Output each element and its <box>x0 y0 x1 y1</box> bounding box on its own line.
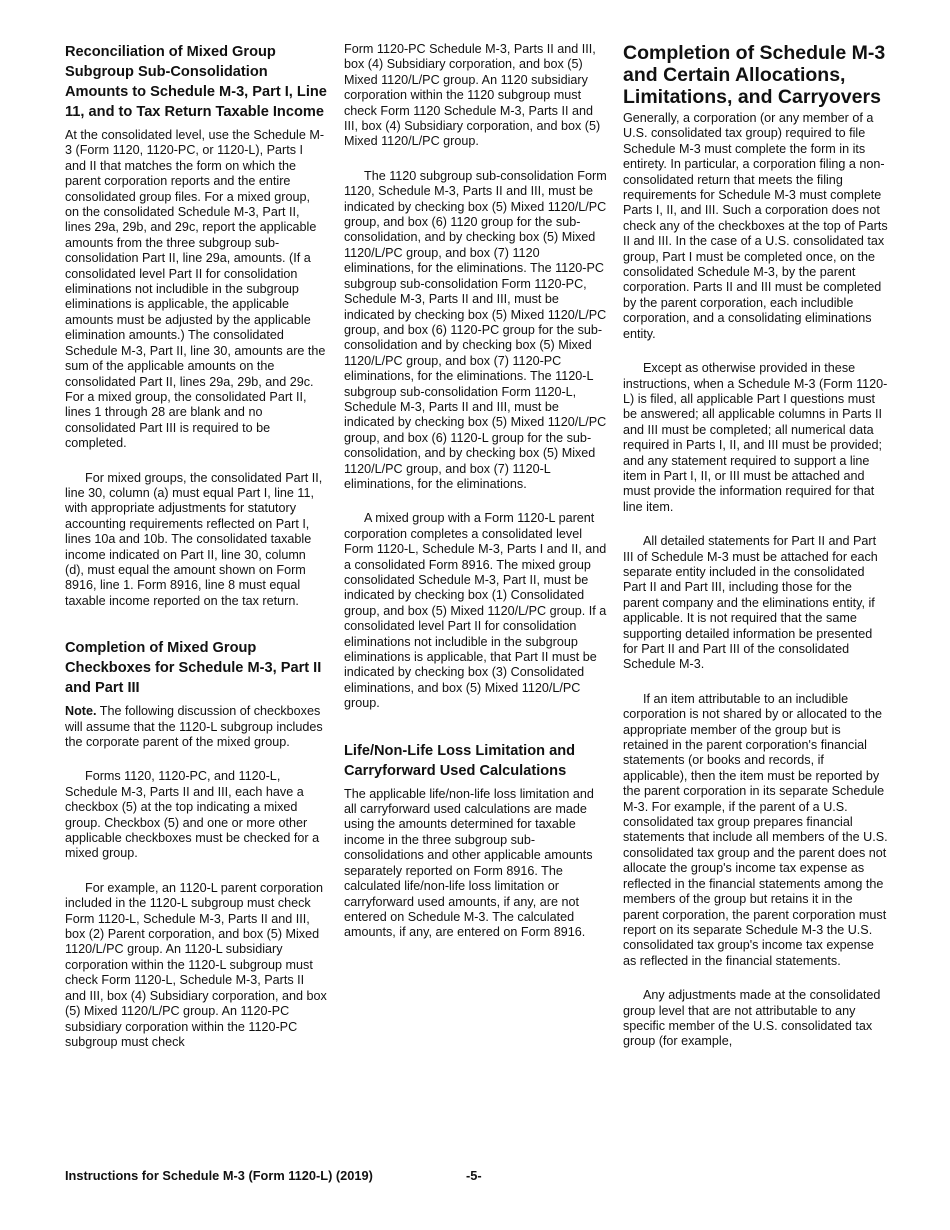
paragraph: Forms 1120, 1120-PC, and 1120-L, Schedule M-3, Parts II and III, each have a checkbox (5) at the top indicating a mixed group. Checkbox (5) and one or more other applicable checkboxes must be checked for a mixed group. <box>65 769 320 861</box>
paragraph: Except as otherwise provided in these instructions, when a Schedule M-3 (Form 1120-L) is filed, all applicable Part I questions must be answered; all applicable columns in Parts II and III must be completed; all numerical data required in Parts I, II, and III must be provided; and any statement required to support a line item in Part I, II, or III must be attached and must provide the information required for that line item. <box>623 361 888 514</box>
paragraph: If an item attributable to an includible corporation is not shared by or allocated to the appropriate member of the group but is retained in the parent corporation's financial statements (or books and records, if applicable), then the item must be reported by the parent corporation in its separate Schedule M-3. For example, if the parent of a U.S. consolidated tax group prepares financial statements that include all members of the U.S. consolidated tax group and the parent does not allocate the group's income tax expense as reflected in the financial statements among the members of the group but retains it in the parent corporation, the parent corporation must report on its separate Schedule M-3 the U.S. consolidated tax group's income tax expense as reflected in the financial statements. <box>623 691 888 968</box>
section-heading-completion: Completion of Schedule M-3 and Certain Allocations, Limitations, and Carryovers <box>623 42 886 108</box>
section-heading-checkboxes: Completion of Mixed Group Checkboxes for Schedule M-3, Part II and Part III <box>65 640 322 697</box>
paragraph: At the consolidated level, use the Schedule M-3 (Form 1120, 1120-PC, or 1120-L), Parts I and II that matches the form on which the parent corporation reports and the entire consolidated group files. For a mixed group, on the consolidated Schedule M-3, Part II, lines 29a, 29b, and 29c, report the applicable amounts from the three subgroup sub-consolidation Part II, line 29a, amounts. (If a consolidated level Part II for consolidation eliminations not includible in the subgroup eliminations is applicable, the applicable amounts must be adjusted by the applicable elimination amounts.) The consolidated Schedule M-3, Part II, line 30, amounts are the sum of the applicable amounts on the consolidated Part II, lines 29a, 29b, and 29c. For a mixed group, the consolidated Part II, lines 1 through 28 are blank and no consolidated Part III is required to be completed. <box>65 128 326 451</box>
footer-title: Instructions for Schedule M-3 (Form 1120-L) (2019) <box>65 1168 373 1183</box>
paragraph: Form 1120-PC Schedule M-3, Parts II and III, box (4) Subsidiary corporation, and box (5) Mixed 1120/L/PC group. An 1120 subsidiary corporation within the 1120 subgroup must check Form 1120 Schedule M-3, Parts II and III, box (4) Subsidiary corporation, and box (5) Mixed 1120/L/PC group. <box>344 42 601 149</box>
paragraph: For mixed groups, the consolidated Part II, line 30, column (a) must equal Part I, line 11, with appropriate adjustments for statutory accounting requirements reflected on Part I, lines 10a and 10b. The consolidated taxable income indicated on Part II, line 30, column (d), must equal the amount shown on Form 8916, line 1. Form 8916, line 8 must equal taxable income reported on the tax return. <box>65 470 323 608</box>
section-heading-reconciliation: Reconciliation of Mixed Group Subgroup Sub-Consolidation Amounts to Schedule M-3, Part I, Line 11, and to Tax Return Taxable Income <box>65 44 327 120</box>
section-heading-loss-limitation: Life/Non-Life Loss Limitation and Carryforward Used Calculations <box>344 742 576 779</box>
paragraph: For example, an 1120-L parent corporation included in the 1120-L subgroup must check Form 1120-L, Schedule M-3, Parts II and III, box (2) Parent corporation, and box (5) Mixed 1120/L/PC group. An 1120-L subsidiary corporation within the 1120-L subgroup must check Form 1120-L, Schedule M-3, Parts II and III, box (4) Subsidiary corporation, and box (5) Mixed 1120/L/PC group. An 1120-PC subsidiary corporation within the 1120-PC subgroup must check <box>65 880 327 1049</box>
paragraph: All detailed statements for Part II and Part III of Schedule M-3 must be attached for each separate entity included in the consolidated Part II and Part III, including those for the parent company and the eliminations entity, if applicable. It is not required that the same supporting detailed information be presented for Part II and Part III of the consolidated Schedule M-3. <box>623 534 878 672</box>
column-middle <box>344 42 608 960</box>
column-right <box>623 42 889 1069</box>
paragraph: The applicable life/non-life loss limitation and all carryforward used calculations are made using the amounts determined for taxable income in the three subgroup sub-consolidations and other applicable amounts separately reported on Form 8916. The calculated life/non-life loss limitation or carryforward used amounts, if any, are not entered on Schedule M-3. The calculated amounts, if any, are entered on Form 8916. <box>344 786 594 940</box>
paragraph: The 1120 subgroup sub-consolidation Form 1120, Schedule M-3, Parts II and III, must be indicated by checking box (5) Mixed 1120/L/PC group, and box (6) 1120 group for the sub-consolidation, and by checking box (5) Mixed 1120/L/PC group, and box (7) 1120 eliminations, for the eliminations. The 1120-PC subgroup sub-consolidation Form 1120-PC, Schedule M-3, Parts II and III, must be indicated by checking box (5) Mixed 1120/L/PC group, and box (6) 1120-PC group for the sub-consolidation and by checking box (5) Mixed 1120/L/PC group, and box (7) 1120-PC eliminations, for the eliminations. The 1120-L subgroup sub-consolidation Form 1120-L, Schedule M-3, Parts II and III, must be indicated by checking box (5) Mixed 1120/L/PC group, and box (6) 1120-L group for the sub-consolidation, and by checking box (5) Mixed 1120/L/PC group, and box (7) 1120-L eliminations, for the eliminations. <box>344 168 607 491</box>
paragraph: Any adjustments made at the consolidated group level that are not attributable to any specific member of the U.S. consolidated tax group (for example, <box>623 988 881 1049</box>
paragraph: A mixed group with a Form 1120-L parent corporation completes a consolidated level Form 1120-L, Schedule M-3, Parts I and II, and a consolidated Form 8916. The mixed group consolidated Schedule M-3, Part II, must be indicated by checking box (1) Consolidated group, and box (5) Mixed 1120/L/PC group. If a consolidated level Part II for consolidation eliminations not includible in the subgroup eliminations is applicable, that Part II must be indicated by checking box (3) Consolidated eliminations, and box (5) Mixed 1120/L/PC group. <box>344 511 607 711</box>
paragraph: Generally, a corporation (or any member of a U.S. consolidated tax group) required to file Schedule M-3 must complete the form in its entirety. In particular, a corporation filing a non-consolidated return that meets the filing requirements for Schedule M-3 must complete Parts I, II, and III. Such a corporation does not check any of the checkboxes at the top of Parts II and III. In the case of a U.S. consolidated tax group, Part I must be completed once, on the consolidated Schedule M-3, by the parent corporation. Parts II and III must be completed by the parent corporation, each includible corporation, and a consolidating eliminations entity. <box>623 111 888 341</box>
column-left <box>65 42 327 1069</box>
page-number: -5- <box>466 1168 482 1183</box>
note-paragraph <box>65 704 327 750</box>
page-footer <box>65 1168 482 1183</box>
note-label: Note. <box>65 704 97 719</box>
note-text: The following discussion of checkboxes will assume that the 1120-L subgroup includes the corporate parent of the mixed group. <box>65 704 323 749</box>
